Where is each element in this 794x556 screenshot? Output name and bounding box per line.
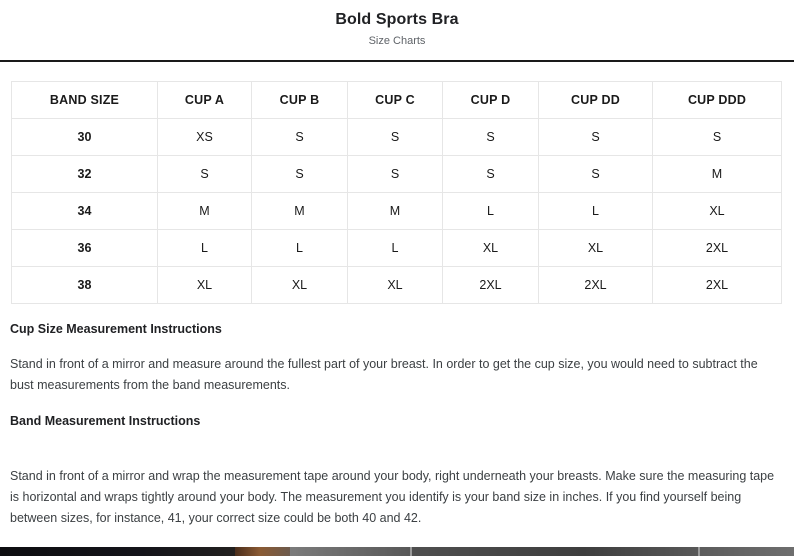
cell-cup-dd: S bbox=[539, 156, 653, 193]
cell-band-size: 34 bbox=[12, 193, 158, 230]
product-image-thumbnail[interactable] bbox=[0, 547, 235, 556]
product-image-thumbnail[interactable] bbox=[290, 547, 410, 556]
cell-cup-dd: XL bbox=[539, 230, 653, 267]
page-header bbox=[0, 0, 794, 62]
cell-cup-dd: 2XL bbox=[539, 267, 653, 304]
cup-size-instructions-heading: Cup Size Measurement Instructions bbox=[10, 322, 222, 336]
table-row bbox=[12, 156, 782, 193]
cell-cup-d: L bbox=[443, 193, 539, 230]
column-header-band-size: BAND SIZE bbox=[12, 82, 158, 119]
spacer bbox=[10, 430, 780, 466]
cell-cup-a: XL bbox=[158, 267, 252, 304]
cell-cup-d: XL bbox=[443, 230, 539, 267]
cell-cup-ddd: S bbox=[653, 119, 782, 156]
cell-cup-d: S bbox=[443, 156, 539, 193]
cell-cup-b: S bbox=[252, 156, 348, 193]
product-image-thumbnail[interactable] bbox=[700, 547, 794, 556]
cell-cup-a: S bbox=[158, 156, 252, 193]
product-image-thumbnail[interactable] bbox=[412, 547, 698, 556]
cell-cup-c: M bbox=[348, 193, 443, 230]
cell-cup-dd: L bbox=[539, 193, 653, 230]
table-row bbox=[12, 267, 782, 304]
band-measurement-instructions-heading: Band Measurement Instructions bbox=[10, 414, 201, 428]
cell-cup-ddd: XL bbox=[653, 193, 782, 230]
product-image-strip[interactable] bbox=[0, 547, 794, 556]
cell-cup-dd: S bbox=[539, 119, 653, 156]
cup-size-instructions-paragraph: Stand in front of a mirror and measure around the fullest part of your breast. In order to get the cup size, you would need to subtract the bust measurements from the band measurements. bbox=[10, 357, 758, 392]
cell-cup-b: XL bbox=[252, 267, 348, 304]
cell-cup-d: 2XL bbox=[443, 267, 539, 304]
cell-cup-a: M bbox=[158, 193, 252, 230]
table-row bbox=[12, 193, 782, 230]
page-title: Bold Sports Bra bbox=[335, 11, 459, 28]
column-header-cup-c: CUP C bbox=[348, 82, 443, 119]
table-row bbox=[12, 119, 782, 156]
column-header-cup-d: CUP D bbox=[443, 82, 539, 119]
instructions-section bbox=[0, 304, 794, 529]
cell-cup-b: M bbox=[252, 193, 348, 230]
cell-cup-c: XL bbox=[348, 267, 443, 304]
cell-band-size: 30 bbox=[12, 119, 158, 156]
size-chart-table bbox=[11, 81, 782, 304]
table-row bbox=[12, 230, 782, 267]
cell-cup-ddd: 2XL bbox=[653, 267, 782, 304]
cell-cup-a: L bbox=[158, 230, 252, 267]
cell-cup-d: S bbox=[443, 119, 539, 156]
column-header-cup-dd: CUP DD bbox=[539, 82, 653, 119]
product-image-thumbnail[interactable] bbox=[235, 547, 290, 556]
cell-cup-c: S bbox=[348, 119, 443, 156]
cell-cup-ddd: 2XL bbox=[653, 230, 782, 267]
cell-cup-a: XS bbox=[158, 119, 252, 156]
cell-cup-ddd: M bbox=[653, 156, 782, 193]
cell-band-size: 36 bbox=[12, 230, 158, 267]
band-measurement-instructions-paragraph: Stand in front of a mirror and wrap the measurement tape around your body, right underneath your breasts. Make sure the measuring tape is horizontal and wraps tightly around your body. The measurement you identify is your band size in inches. If you find yourself being between sizes, for instance, 41, your correct size could be both 40 and 42. bbox=[10, 469, 775, 525]
cell-cup-c: S bbox=[348, 156, 443, 193]
table-header-row bbox=[12, 82, 782, 119]
column-header-cup-b: CUP B bbox=[252, 82, 348, 119]
size-chart-table-container bbox=[0, 62, 794, 304]
cell-band-size: 38 bbox=[12, 267, 158, 304]
cell-cup-b: L bbox=[252, 230, 348, 267]
spacer bbox=[10, 338, 780, 354]
page-subtitle: Size Charts bbox=[368, 35, 426, 47]
column-header-cup-ddd: CUP DDD bbox=[653, 82, 782, 119]
cell-band-size: 32 bbox=[12, 156, 158, 193]
column-header-cup-a: CUP A bbox=[158, 82, 252, 119]
spacer bbox=[10, 396, 780, 412]
cell-cup-b: S bbox=[252, 119, 348, 156]
cell-cup-c: L bbox=[348, 230, 443, 267]
spacer bbox=[10, 304, 780, 320]
